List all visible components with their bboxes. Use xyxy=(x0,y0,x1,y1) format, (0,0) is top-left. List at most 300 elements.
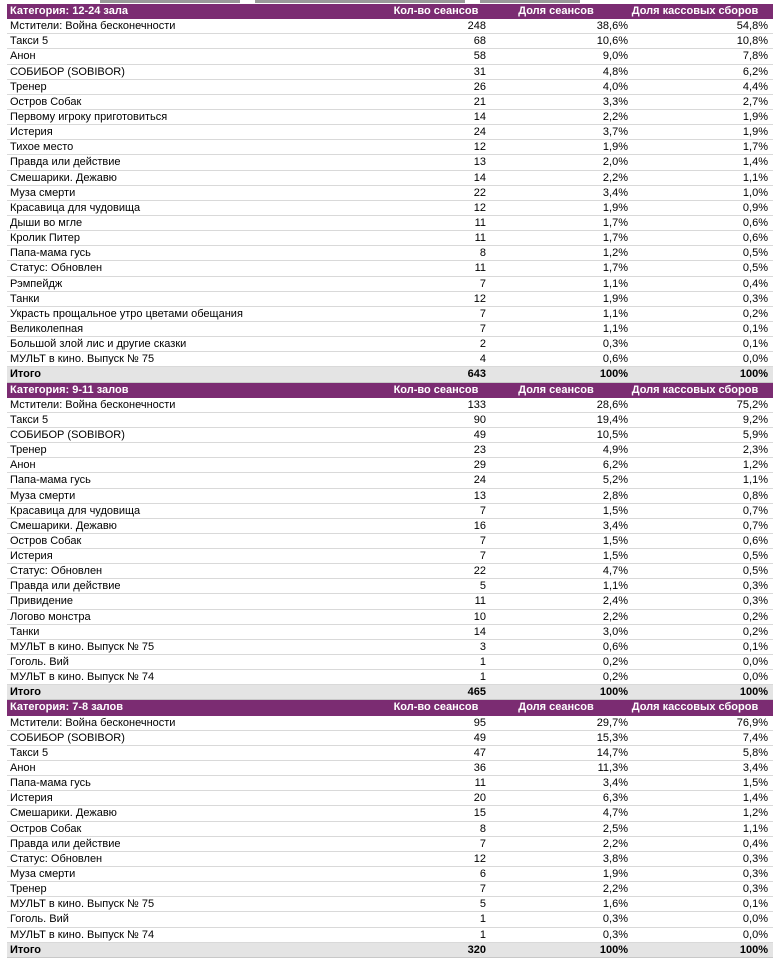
table-row xyxy=(7,776,773,791)
column-header-share: Доля сеансов xyxy=(518,5,594,17)
table-row xyxy=(7,625,773,640)
session-share: 15,3% xyxy=(596,731,628,744)
session-count: 13 xyxy=(473,489,486,502)
session-share: 3,4% xyxy=(602,519,628,532)
box-office-share: 0,1% xyxy=(742,338,768,351)
session-count: 7 xyxy=(479,504,486,517)
film-title: Великолепная xyxy=(10,322,84,335)
film-title: Танки xyxy=(10,292,40,305)
table-row xyxy=(7,65,773,80)
session-share: 1,2% xyxy=(602,247,628,260)
table-row xyxy=(7,413,773,428)
table-row xyxy=(7,655,773,670)
film-title: Папа-мама гусь xyxy=(10,777,91,790)
film-title: Первому игроку приготовиться xyxy=(10,110,168,123)
total-box-office: 100% xyxy=(739,368,768,381)
session-count: 13 xyxy=(473,156,486,169)
table-row xyxy=(7,670,773,685)
table-header xyxy=(7,383,773,398)
session-count: 12 xyxy=(473,852,486,865)
box-office-share: 3,4% xyxy=(742,762,768,775)
statistics-tables xyxy=(7,4,773,958)
table-row xyxy=(7,110,773,125)
box-office-share: 0,3% xyxy=(742,852,768,865)
total-row xyxy=(7,367,773,382)
table-row xyxy=(7,519,773,534)
session-count: 5 xyxy=(479,898,486,911)
session-count: 7 xyxy=(479,277,486,290)
box-office-share: 0,3% xyxy=(742,883,768,896)
table-row xyxy=(7,171,773,186)
session-share: 3,4% xyxy=(602,186,628,199)
box-office-share: 76,9% xyxy=(736,716,768,729)
session-share: 3,7% xyxy=(602,126,628,139)
session-share: 2,5% xyxy=(602,822,628,835)
session-share: 1,5% xyxy=(602,534,628,547)
table-row xyxy=(7,307,773,322)
table-row xyxy=(7,186,773,201)
film-title: Остров Собак xyxy=(10,822,82,835)
table-row xyxy=(7,352,773,367)
session-share: 0,3% xyxy=(602,913,628,926)
box-office-share: 0,1% xyxy=(742,322,768,335)
film-title: Красавица для чудовища xyxy=(10,504,141,517)
table-row xyxy=(7,912,773,927)
box-office-share: 0,3% xyxy=(742,595,768,608)
film-title: Рэмпейдж xyxy=(10,277,63,290)
session-count: 1 xyxy=(479,656,486,669)
session-share: 1,7% xyxy=(602,216,628,229)
session-count: 3 xyxy=(479,640,486,653)
table-row xyxy=(7,610,773,625)
session-count: 133 xyxy=(467,398,486,411)
session-share: 2,2% xyxy=(602,171,628,184)
session-share: 28,6% xyxy=(596,398,628,411)
film-title: Правда или действие xyxy=(10,156,121,169)
session-share: 1,1% xyxy=(602,322,628,335)
session-count: 58 xyxy=(473,50,486,63)
session-count: 26 xyxy=(473,80,486,93)
session-share: 3,4% xyxy=(602,777,628,790)
film-title: Тренер xyxy=(10,444,47,457)
film-title: Красавица для чудовища xyxy=(10,201,141,214)
session-count: 14 xyxy=(473,625,486,638)
box-office-share: 0,7% xyxy=(742,519,768,532)
box-office-share: 1,7% xyxy=(742,141,768,154)
total-share: 100% xyxy=(599,686,628,699)
film-title: МУЛЬТ в кино. Выпуск № 75 xyxy=(10,898,155,911)
total-count: 320 xyxy=(467,943,486,956)
table-row xyxy=(7,716,773,731)
column-header-share: Доля сеансов xyxy=(518,383,594,396)
session-share: 2,8% xyxy=(602,489,628,502)
session-share: 0,6% xyxy=(602,353,628,366)
table-row xyxy=(7,34,773,49)
session-share: 2,0% xyxy=(602,156,628,169)
table-row xyxy=(7,594,773,609)
table-row xyxy=(7,216,773,231)
box-office-share: 1,9% xyxy=(742,126,768,139)
box-office-share: 0,5% xyxy=(742,262,768,275)
box-office-share: 0,5% xyxy=(742,550,768,563)
session-share: 10,6% xyxy=(596,35,628,48)
session-share: 1,1% xyxy=(602,307,628,320)
film-title: Привидение xyxy=(10,595,74,608)
film-title: Муза смерти xyxy=(10,868,76,881)
film-title: Кролик Питер xyxy=(10,232,81,245)
category-table xyxy=(7,4,773,383)
session-count: 22 xyxy=(473,186,486,199)
total-box-office: 100% xyxy=(739,686,768,699)
session-share: 0,3% xyxy=(602,928,628,941)
session-count: 8 xyxy=(479,247,486,260)
box-office-share: 10,8% xyxy=(736,35,768,48)
box-office-share: 1,1% xyxy=(742,171,768,184)
session-share: 1,9% xyxy=(602,201,628,214)
box-office-share: 0,5% xyxy=(742,247,768,260)
box-office-share: 1,2% xyxy=(742,459,768,472)
box-office-share: 0,3% xyxy=(742,292,768,305)
column-header-box-office: Доля кассовых сборов xyxy=(631,5,759,17)
session-count: 21 xyxy=(473,95,486,108)
film-title: Остров Собак xyxy=(10,95,82,108)
film-title: Истерия xyxy=(10,792,53,805)
column-header-count: Кол-во сеансов xyxy=(393,383,479,396)
box-office-share: 0,3% xyxy=(742,580,768,593)
total-label: Итого xyxy=(10,943,42,956)
box-office-share: 2,3% xyxy=(742,444,768,457)
film-title: Папа-мама гусь xyxy=(10,474,91,487)
table-row xyxy=(7,549,773,564)
session-share: 4,0% xyxy=(602,80,628,93)
session-share: 2,4% xyxy=(602,595,628,608)
session-count: 8 xyxy=(479,822,486,835)
box-office-share: 0,3% xyxy=(742,868,768,881)
session-count: 11 xyxy=(474,777,486,790)
session-share: 0,6% xyxy=(602,640,628,653)
session-count: 7 xyxy=(479,883,486,896)
session-count: 1 xyxy=(479,913,486,926)
box-office-share: 0,9% xyxy=(742,201,768,214)
film-title: Дыши во мгле xyxy=(10,216,83,229)
session-share: 14,7% xyxy=(596,746,628,759)
session-count: 14 xyxy=(473,110,486,123)
film-title: Статус: Обновлен xyxy=(10,565,103,578)
session-count: 90 xyxy=(473,413,486,426)
box-office-share: 0,5% xyxy=(742,565,768,578)
category-title: Категория: 12-24 зала xyxy=(10,5,128,17)
session-count: 14 xyxy=(473,171,486,184)
session-count: 12 xyxy=(473,201,486,214)
total-row xyxy=(7,685,773,700)
session-share: 3,3% xyxy=(602,95,628,108)
session-count: 68 xyxy=(473,35,486,48)
film-title: Мстители: Война бесконечности xyxy=(10,20,176,33)
table-row xyxy=(7,640,773,655)
table-row xyxy=(7,837,773,852)
total-row xyxy=(7,943,773,958)
table-row xyxy=(7,791,773,806)
film-title: Мстители: Война бесконечности xyxy=(10,716,176,729)
session-share: 4,7% xyxy=(602,565,628,578)
session-share: 2,2% xyxy=(602,883,628,896)
session-count: 2 xyxy=(479,338,486,351)
table-row xyxy=(7,534,773,549)
box-office-share: 1,1% xyxy=(742,474,768,487)
session-share: 4,7% xyxy=(602,807,628,820)
column-header-box-office: Доля кассовых сборов xyxy=(631,383,759,396)
table-row xyxy=(7,852,773,867)
box-office-share: 6,2% xyxy=(742,65,768,78)
film-title: Муза смерти xyxy=(10,186,76,199)
category-title: Категория: 9-11 залов xyxy=(10,383,129,396)
film-title: Правда или действие xyxy=(10,580,121,593)
film-title: Гоголь. Вий xyxy=(10,913,69,926)
total-count: 465 xyxy=(467,686,486,699)
table-row xyxy=(7,201,773,216)
session-share: 2,2% xyxy=(602,837,628,850)
table-row xyxy=(7,746,773,761)
session-share: 1,5% xyxy=(602,504,628,517)
session-share: 2,2% xyxy=(602,610,628,623)
film-title: СОБИБОР (SOBIBOR) xyxy=(10,65,125,78)
session-count: 23 xyxy=(473,444,486,457)
session-count: 4 xyxy=(479,353,486,366)
table-row xyxy=(7,140,773,155)
film-title: МУЛЬТ в кино. Выпуск № 74 xyxy=(10,671,155,684)
table-row xyxy=(7,489,773,504)
box-office-share: 0,2% xyxy=(742,625,768,638)
film-title: Украсть прощальное утро цветами обещания xyxy=(10,307,243,320)
film-title: Гоголь. Вий xyxy=(10,656,69,669)
session-share: 9,0% xyxy=(602,50,628,63)
box-office-share: 0,4% xyxy=(742,277,768,290)
table-row xyxy=(7,579,773,594)
film-title: Статус: Обновлен xyxy=(10,262,103,275)
column-header-share: Доля сеансов xyxy=(518,701,594,714)
table-row xyxy=(7,897,773,912)
category-table xyxy=(7,383,773,701)
table-row xyxy=(7,443,773,458)
session-count: 10 xyxy=(473,610,486,623)
box-office-share: 1,2% xyxy=(742,807,768,820)
table-row xyxy=(7,231,773,246)
film-title: Большой злой лис и другие сказки xyxy=(10,338,187,351)
film-title: Смешарики. Дежавю xyxy=(10,519,117,532)
box-office-share: 0,0% xyxy=(742,353,768,366)
table-row xyxy=(7,473,773,488)
session-count: 47 xyxy=(473,746,486,759)
film-title: Танки xyxy=(10,625,40,638)
session-count: 11 xyxy=(474,262,486,275)
session-count: 24 xyxy=(473,474,486,487)
table-row xyxy=(7,761,773,776)
session-share: 11,3% xyxy=(597,762,628,775)
session-count: 15 xyxy=(473,807,486,820)
session-share: 0,2% xyxy=(602,656,628,669)
total-label: Итого xyxy=(10,686,42,699)
box-office-share: 1,4% xyxy=(742,792,768,805)
session-count: 22 xyxy=(473,565,486,578)
session-count: 1 xyxy=(479,671,486,684)
film-title: Статус: Обновлен xyxy=(10,852,103,865)
total-label: Итого xyxy=(10,368,42,381)
session-count: 7 xyxy=(479,322,486,335)
box-office-share: 9,2% xyxy=(742,413,768,426)
box-office-share: 1,5% xyxy=(742,777,768,790)
session-share: 29,7% xyxy=(596,716,628,729)
table-row xyxy=(7,49,773,64)
table-row xyxy=(7,731,773,746)
session-share: 1,7% xyxy=(602,262,628,275)
table-row xyxy=(7,292,773,307)
session-share: 1,1% xyxy=(602,277,628,290)
film-title: СОБИБОР (SOBIBOR) xyxy=(10,428,125,441)
session-count: 6 xyxy=(479,868,486,881)
box-office-share: 0,0% xyxy=(742,913,768,926)
film-title: Папа-мама гусь xyxy=(10,247,91,260)
table-row xyxy=(7,277,773,292)
box-office-share: 75,2% xyxy=(736,398,768,411)
table-row xyxy=(7,398,773,413)
film-title: МУЛЬТ в кино. Выпуск № 74 xyxy=(10,928,155,941)
film-title: МУЛЬТ в кино. Выпуск № 75 xyxy=(10,640,155,653)
table-header xyxy=(7,700,773,715)
session-share: 0,2% xyxy=(602,671,628,684)
session-count: 7 xyxy=(479,550,486,563)
category-table xyxy=(7,700,773,957)
box-office-share: 0,2% xyxy=(742,610,768,623)
box-office-share: 7,8% xyxy=(742,50,768,63)
session-share: 1,9% xyxy=(602,141,628,154)
film-title: Анон xyxy=(10,50,36,63)
session-count: 7 xyxy=(479,307,486,320)
session-share: 1,9% xyxy=(602,868,628,881)
session-share: 1,6% xyxy=(602,898,628,911)
column-header-box-office: Доля кассовых сборов xyxy=(631,701,759,714)
session-count: 7 xyxy=(479,534,486,547)
session-count: 16 xyxy=(473,519,486,532)
box-office-share: 1,1% xyxy=(742,822,768,835)
box-office-share: 0,6% xyxy=(742,216,768,229)
table-row xyxy=(7,19,773,34)
session-count: 11 xyxy=(474,232,486,245)
session-count: 5 xyxy=(479,580,486,593)
film-title: Мстители: Война бесконечности xyxy=(10,398,176,411)
film-title: Истерия xyxy=(10,126,53,139)
box-office-share: 4,4% xyxy=(742,80,768,93)
box-office-share: 1,0% xyxy=(742,186,768,199)
film-title: Муза смерти xyxy=(10,489,76,502)
table-row xyxy=(7,428,773,443)
box-office-share: 1,9% xyxy=(742,110,768,123)
session-count: 24 xyxy=(473,126,486,139)
table-row xyxy=(7,80,773,95)
session-share: 1,1% xyxy=(602,580,628,593)
table-row xyxy=(7,322,773,337)
box-office-share: 54,8% xyxy=(736,20,768,33)
session-share: 6,2% xyxy=(602,459,628,472)
film-title: Анон xyxy=(10,459,36,472)
session-share: 5,2% xyxy=(602,474,628,487)
film-title: Логово монстра xyxy=(10,610,91,623)
box-office-share: 0,0% xyxy=(742,656,768,669)
box-office-share: 5,9% xyxy=(742,428,768,441)
box-office-share: 0,2% xyxy=(742,307,768,320)
session-share: 4,9% xyxy=(602,444,628,457)
session-count: 11 xyxy=(474,595,486,608)
session-count: 7 xyxy=(479,837,486,850)
box-office-share: 0,6% xyxy=(742,534,768,547)
box-office-share: 5,8% xyxy=(742,746,768,759)
film-title: Анон xyxy=(10,762,36,775)
session-share: 3,0% xyxy=(602,625,628,638)
box-office-share: 0,8% xyxy=(742,489,768,502)
film-title: Такси 5 xyxy=(10,413,49,426)
box-office-share: 7,4% xyxy=(742,731,768,744)
film-title: Правда или действие xyxy=(10,837,121,850)
box-office-share: 0,7% xyxy=(742,504,768,517)
session-share: 38,6% xyxy=(596,20,628,33)
session-count: 49 xyxy=(473,731,486,744)
session-count: 248 xyxy=(467,20,486,33)
film-title: Смешарики. Дежавю xyxy=(10,171,117,184)
session-count: 95 xyxy=(473,716,486,729)
box-office-share: 0,4% xyxy=(742,837,768,850)
session-share: 19,4% xyxy=(596,413,628,426)
table-row xyxy=(7,806,773,821)
table-header xyxy=(7,4,773,19)
table-row xyxy=(7,246,773,261)
film-title: МУЛЬТ в кино. Выпуск № 75 xyxy=(10,353,155,366)
table-row xyxy=(7,882,773,897)
box-office-share: 0,1% xyxy=(742,640,768,653)
box-office-share: 1,4% xyxy=(742,156,768,169)
film-title: Тренер xyxy=(10,883,47,896)
film-title: Такси 5 xyxy=(10,35,49,48)
box-office-share: 2,7% xyxy=(742,95,768,108)
total-count: 643 xyxy=(467,368,486,381)
category-title: Категория: 7-8 залов xyxy=(10,701,123,714)
session-share: 10,5% xyxy=(596,428,628,441)
box-office-share: 0,0% xyxy=(742,928,768,941)
session-count: 31 xyxy=(473,65,486,78)
film-title: СОБИБОР (SOBIBOR) xyxy=(10,731,125,744)
session-share: 1,7% xyxy=(602,232,628,245)
table-row xyxy=(7,125,773,140)
film-title: Остров Собак xyxy=(10,534,82,547)
total-share: 100% xyxy=(599,368,628,381)
session-share: 6,3% xyxy=(602,792,628,805)
table-row xyxy=(7,155,773,170)
session-share: 4,8% xyxy=(602,65,628,78)
box-office-share: 0,6% xyxy=(742,232,768,245)
session-count: 49 xyxy=(473,428,486,441)
table-row xyxy=(7,337,773,352)
film-title: Смешарики. Дежавю xyxy=(10,807,117,820)
column-header-count: Кол-во сеансов xyxy=(393,701,479,714)
box-office-share: 0,0% xyxy=(742,671,768,684)
table-row xyxy=(7,95,773,110)
table-row xyxy=(7,822,773,837)
table-row xyxy=(7,458,773,473)
table-row xyxy=(7,261,773,276)
film-title: Такси 5 xyxy=(10,746,49,759)
total-box-office: 100% xyxy=(739,943,768,956)
session-count: 1 xyxy=(479,928,486,941)
session-count: 20 xyxy=(473,792,486,805)
session-count: 29 xyxy=(473,459,486,472)
